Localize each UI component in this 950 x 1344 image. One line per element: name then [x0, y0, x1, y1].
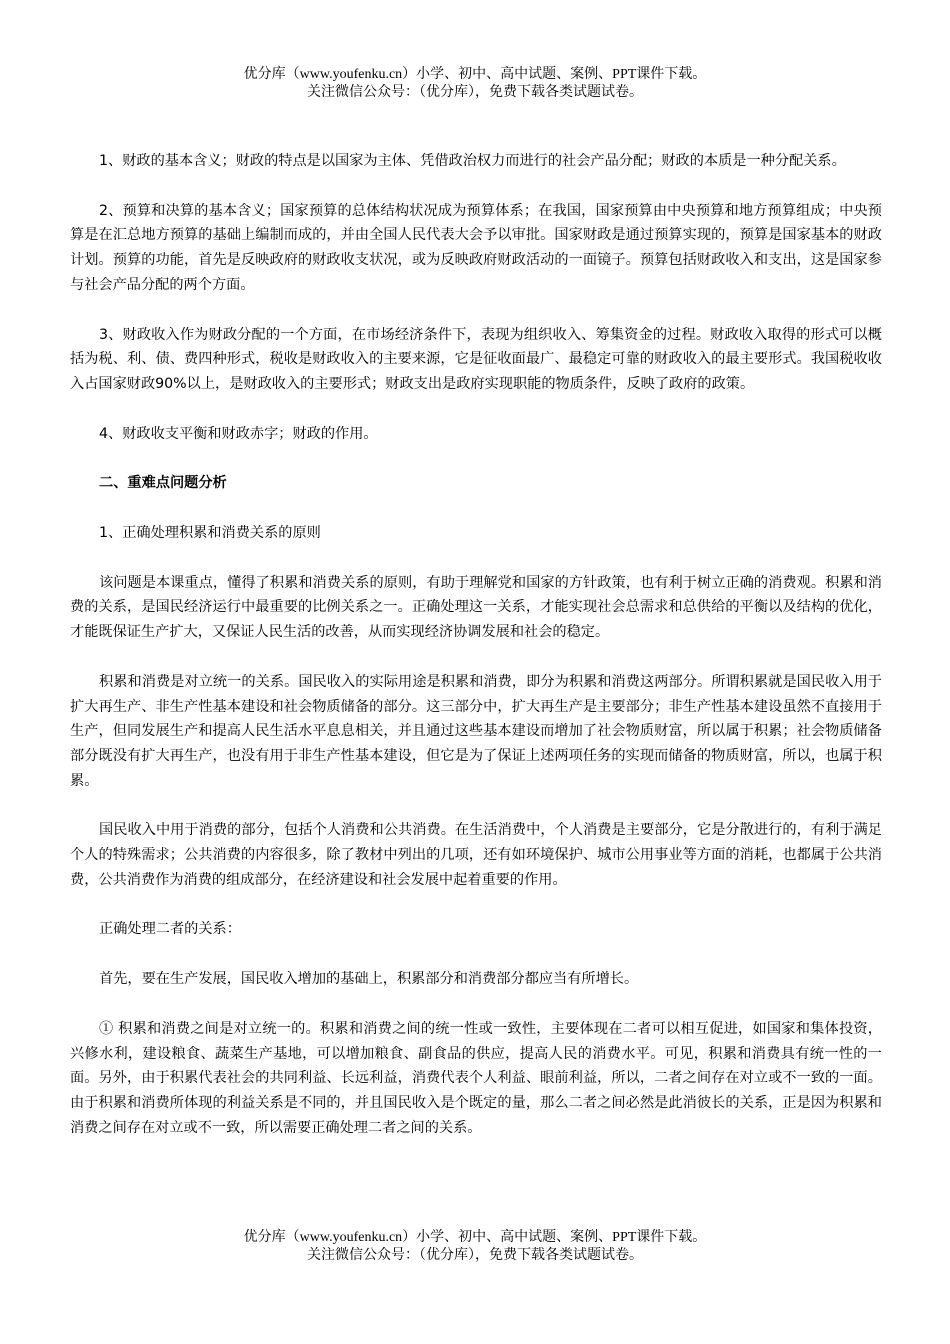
paragraph-key-point: 该问题是本课重点，懂得了积累和消费关系的原则，有助于理解党和国家的方针政策，也有利于树立正确的消费观。积累和消费的关系，是国民经济运行中最重要的比例关系之一。正确处理这一关系，才能实现社会总需求和总供给的平衡以及结构的优化，才能既保证生产扩大，又保证人民生活的改善，从而实现经济协调发展和社会的稳定。 — [70, 574, 882, 641]
footer-line-1: 优分库（www.youfenku.cn）小学、初中、高中试题、案例、PPT课件下载。 — [243, 1230, 707, 1245]
paragraph-budget-definition: 2、预算和决算的基本含义；国家预算的总体结构状况成为预算体系；在我国，国家预算由中央预算和地方预算组成；中央预算是在汇总地方预算的基础上编制而成的，并由全国人民代表大会予以审批。国家财政是通过预算实现的，预算是国家基本的财政计划。预算的功能，首先是反映政府的财政收支状况，或为反映政府财政活动的一面镜子。预算包括财政收入和支出，这是国家参与社会产品分配的两个方面。 — [70, 202, 882, 293]
paragraph-finance-definition: 1、财政的基本含义；财政的特点是以国家为主体、凭借政治权力而进行的社会产品分配；财政的本质是一种分配关系。 — [99, 153, 846, 169]
paragraph-handling-relation: 正确处理二者的关系： — [99, 921, 241, 938]
subheading-accumulation-consumption: 1、正确处理积累和消费关系的原则 — [99, 525, 321, 542]
paragraph-fiscal-revenue: 3、财政收入作为财政分配的一个方面，在市场经济条件下，表现为组织收入、筹集资金的过程。财政收入取得的形式可以概括为税、利、债、费四种形式，税收是财政收入的主要来源，它是征收面最广、最稳定可靠的财政收入的最主要形式。我国税收收入占国家财政90%以上，是财政收入的主要形式；财政支出是政府实现职能的物质条件，反映了政府的政策。 — [70, 326, 882, 392]
paragraph-first-point: 首先，要在生产发展，国民收入增加的基础上，积累部分和消费部分都应当有所增长。 — [99, 971, 639, 988]
footer-line-2: 关注微信公众号：（优分库），免费下载各类试题试卷。 — [307, 1248, 643, 1263]
page-footer — [0, 1229, 950, 1265]
section-heading: 二、重难点问题分析 — [99, 475, 227, 492]
document-body — [70, 149, 882, 1165]
page-header — [0, 66, 950, 102]
paragraph-unity-opposition: ① 积累和消费之间是对立统一的。积累和消费之间的统一性或一致性，主要体现在二者可以相互促进，如国家和集体投资，兴修水利，建设粮食、蔬菜生产基地，可以增加粮食、副食品的供应，提高人民的消费水平。可见，积累和消费具有统一性的一面。另外，由于积累代表社会的共同利益、长远利益，消费代表个人利益、眼前利益，所以，二者之间存在对立或不一致的一面。由于积累和消费所体现的利益关系是不同的，并且国民收入是个既定的量，那么二者之间必然是此消彼长的关系，正是因为积累和消费之间存在对立或不一致，所以需要正确处理二者之间的关系。 — [70, 1020, 882, 1136]
header-line-1: 优分库（www.youfenku.cn）小学、初中、高中试题、案例、PPT课件下载。 — [243, 67, 707, 82]
paragraph-fiscal-balance: 4、财政收支平衡和财政赤字；财政的作用。 — [99, 425, 378, 442]
paragraph-accumulation: 积累和消费是对立统一的关系。国民收入的实际用途是积累和消费，即分为积累和消费这两部分。所谓积累就是国民收入用于扩大再生产、非生产性基本建设和社会物质储备的部分。这三部分中，扩大再生产是主要部分；非生产性基本建设虽然不直接用于生产，但同发展生产和提高人民生活水平息息相关，并且通过这些基本建设而增加了社会物质财富，所以属于积累；社会物质储备部分既没有扩大再生产，也没有用于非生产性基本建设，但它是为了保证上述两项任务的实现而储备的物质财富，所以，也属于积累。 — [70, 673, 882, 789]
header-line-2: 关注微信公众号：（优分库），免费下载各类试题试卷。 — [307, 85, 643, 100]
paragraph-consumption: 国民收入中用于消费的部分，包括个人消费和公共消费。在生活消费中，个人消费是主要部分，它是分散进行的，有利于满足个人的特殊需求；公共消费的内容很多，除了教材中列出的几项，还有如环境保护、城市公用事业等方面的消耗，也都属于公共消费，公共消费作为消费的组成部分，在经济建设和社会发展中起着重要的作用。 — [70, 822, 882, 888]
